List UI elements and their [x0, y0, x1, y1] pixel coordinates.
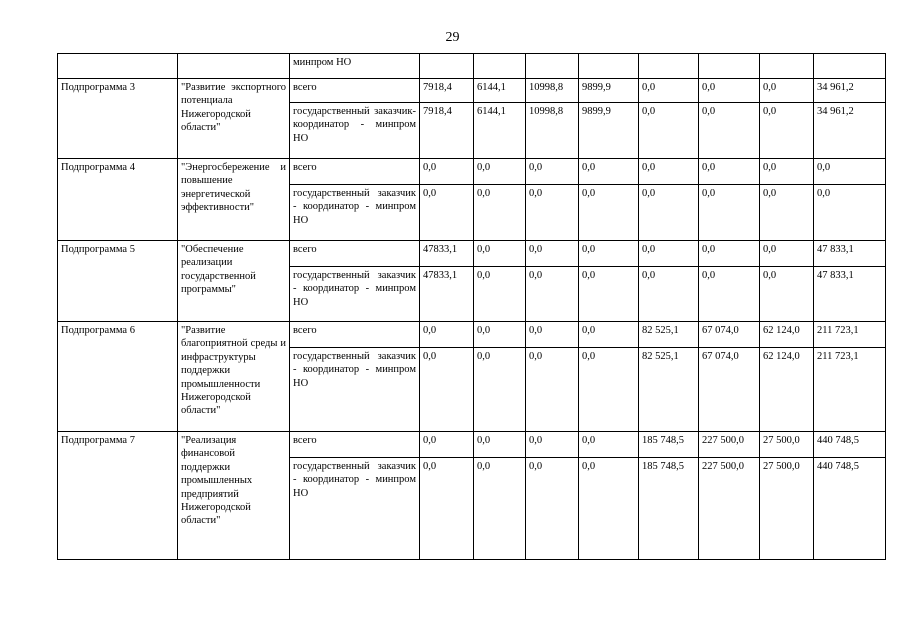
- value-cell: 6144,1: [474, 79, 526, 103]
- value-cell: 0,0: [579, 322, 639, 348]
- value-cell: 0,0: [474, 322, 526, 348]
- value-cell: 227 500,0: [699, 432, 760, 458]
- value-cell: 0,0: [474, 432, 526, 458]
- value-cell: 47 833,1: [814, 267, 886, 322]
- subprogram-code: Подпрограмма 6: [58, 322, 178, 432]
- value-cell: 62 124,0: [760, 348, 814, 432]
- row-label-customer: государственный заказчик - координатор - минпром НО: [290, 267, 420, 322]
- value-cell: 7918,4: [420, 79, 474, 103]
- value-cell: 0,0: [639, 185, 699, 241]
- table-row-total: [58, 159, 886, 185]
- value-cell: 0,0: [579, 267, 639, 322]
- page-number: 29: [445, 30, 460, 45]
- value-cell: 82 525,1: [639, 322, 699, 348]
- subprogram-name: "Развитие благоприятной среды и инфраструктуры поддержки промышленности Нижегородской области": [178, 322, 290, 432]
- value-cell: 62 124,0: [760, 322, 814, 348]
- row-label-total: всего: [290, 79, 420, 103]
- row-label-customer: государственный заказчик - координатор - минпром НО: [290, 348, 420, 432]
- value-cell: 211 723,1: [814, 348, 886, 432]
- table-row: [58, 54, 886, 79]
- value-cell: 0,0: [579, 159, 639, 185]
- value-cell: 0,0: [526, 159, 579, 185]
- value-cell: 0,0: [760, 241, 814, 267]
- value-cell: 0,0: [579, 185, 639, 241]
- value-cell: 0,0: [474, 267, 526, 322]
- value-cell: 0,0: [420, 159, 474, 185]
- value-cell: 34 961,2: [814, 103, 886, 159]
- value-cell: 10998,8: [526, 103, 579, 159]
- value-cell: 0,0: [699, 103, 760, 159]
- table-cell: [526, 54, 579, 79]
- row-label-total: всего: [290, 322, 420, 348]
- value-cell: 0,0: [474, 241, 526, 267]
- value-cell: 440 748,5: [814, 432, 886, 458]
- row-label-customer: государственный заказчик - координатор - минпром НО: [290, 185, 420, 241]
- table-row-total: [58, 432, 886, 458]
- row-label-total: всего: [290, 159, 420, 185]
- table-cell: [58, 54, 178, 79]
- value-cell: 0,0: [814, 159, 886, 185]
- value-cell: 67 074,0: [699, 348, 760, 432]
- table-cell: [699, 54, 760, 79]
- value-cell: 0,0: [579, 348, 639, 432]
- value-cell: 0,0: [526, 432, 579, 458]
- row-label-total: всего: [290, 241, 420, 267]
- value-cell: 0,0: [579, 458, 639, 560]
- value-cell: 0,0: [474, 348, 526, 432]
- value-cell: 7918,4: [420, 103, 474, 159]
- value-cell: 0,0: [526, 322, 579, 348]
- value-cell: 0,0: [474, 458, 526, 560]
- subprogram-name: "Реализация финансовой поддержки промышленных предприятий Нижегородской области": [178, 432, 290, 560]
- value-cell: 67 074,0: [699, 322, 760, 348]
- value-cell: 0,0: [639, 79, 699, 103]
- value-cell: 0,0: [526, 267, 579, 322]
- value-cell: 0,0: [526, 458, 579, 560]
- table-cell: [814, 54, 886, 79]
- value-cell: 0,0: [474, 185, 526, 241]
- value-cell: 10998,8: [526, 79, 579, 103]
- value-cell: 0,0: [526, 185, 579, 241]
- value-cell: 0,0: [699, 159, 760, 185]
- table-cell: [639, 54, 699, 79]
- table-cell: [760, 54, 814, 79]
- value-cell: 47 833,1: [814, 241, 886, 267]
- value-cell: 0,0: [579, 432, 639, 458]
- value-cell: 0,0: [639, 241, 699, 267]
- value-cell: 0,0: [474, 159, 526, 185]
- value-cell: 0,0: [760, 159, 814, 185]
- value-cell: 82 525,1: [639, 348, 699, 432]
- row-label-customer: государственный заказчик - координатор - минпром НО: [290, 458, 420, 560]
- budget-table: [57, 53, 886, 560]
- value-cell: 47833,1: [420, 267, 474, 322]
- value-cell: 0,0: [420, 348, 474, 432]
- value-cell: 0,0: [639, 159, 699, 185]
- value-cell: 211 723,1: [814, 322, 886, 348]
- value-cell: 227 500,0: [699, 458, 760, 560]
- value-cell: 9899,9: [579, 103, 639, 159]
- subprogram-code: Подпрограмма 7: [58, 432, 178, 560]
- row-label-total: всего: [290, 432, 420, 458]
- value-cell: 27 500,0: [760, 458, 814, 560]
- subprogram-name: "Развитие экспортного потенциала Нижегородской области": [178, 79, 290, 159]
- value-cell: 0,0: [699, 79, 760, 103]
- value-cell: 0,0: [699, 241, 760, 267]
- value-cell: 27 500,0: [760, 432, 814, 458]
- table-cell: [420, 54, 474, 79]
- row-label-customer: государственный заказчик-координатор - минпром НО: [290, 103, 420, 159]
- value-cell: 440 748,5: [814, 458, 886, 560]
- value-cell: 0,0: [526, 241, 579, 267]
- value-cell: 0,0: [420, 322, 474, 348]
- value-cell: 6144,1: [474, 103, 526, 159]
- subprogram-code: Подпрограмма 4: [58, 159, 178, 241]
- table-cell: [579, 54, 639, 79]
- value-cell: 0,0: [639, 103, 699, 159]
- value-cell: 9899,9: [579, 79, 639, 103]
- subprogram-code: Подпрограмма 5: [58, 241, 178, 322]
- value-cell: 0,0: [639, 267, 699, 322]
- table-row-total: [58, 79, 886, 103]
- value-cell: 0,0: [420, 185, 474, 241]
- value-cell: 0,0: [760, 185, 814, 241]
- value-cell: 0,0: [760, 267, 814, 322]
- value-cell: 185 748,5: [639, 432, 699, 458]
- value-cell: 0,0: [760, 103, 814, 159]
- value-cell: 0,0: [579, 241, 639, 267]
- executor-cell: минпром НО: [290, 54, 420, 79]
- table-cell: [474, 54, 526, 79]
- table-row-total: [58, 241, 886, 267]
- table-row-total: [58, 322, 886, 348]
- value-cell: 0,0: [699, 185, 760, 241]
- subprogram-code: Подпрограмма 3: [58, 79, 178, 159]
- value-cell: 34 961,2: [814, 79, 886, 103]
- value-cell: 0,0: [814, 185, 886, 241]
- value-cell: 185 748,5: [639, 458, 699, 560]
- value-cell: 47833,1: [420, 241, 474, 267]
- value-cell: 0,0: [526, 348, 579, 432]
- value-cell: 0,0: [420, 432, 474, 458]
- table-cell: [178, 54, 290, 79]
- value-cell: 0,0: [420, 458, 474, 560]
- subprogram-name: "Энергосбережение и повышение энергетической эффективности": [178, 159, 290, 241]
- value-cell: 0,0: [760, 79, 814, 103]
- subprogram-name: "Обеспечение реализации государственной программы": [178, 241, 290, 322]
- value-cell: 0,0: [699, 267, 760, 322]
